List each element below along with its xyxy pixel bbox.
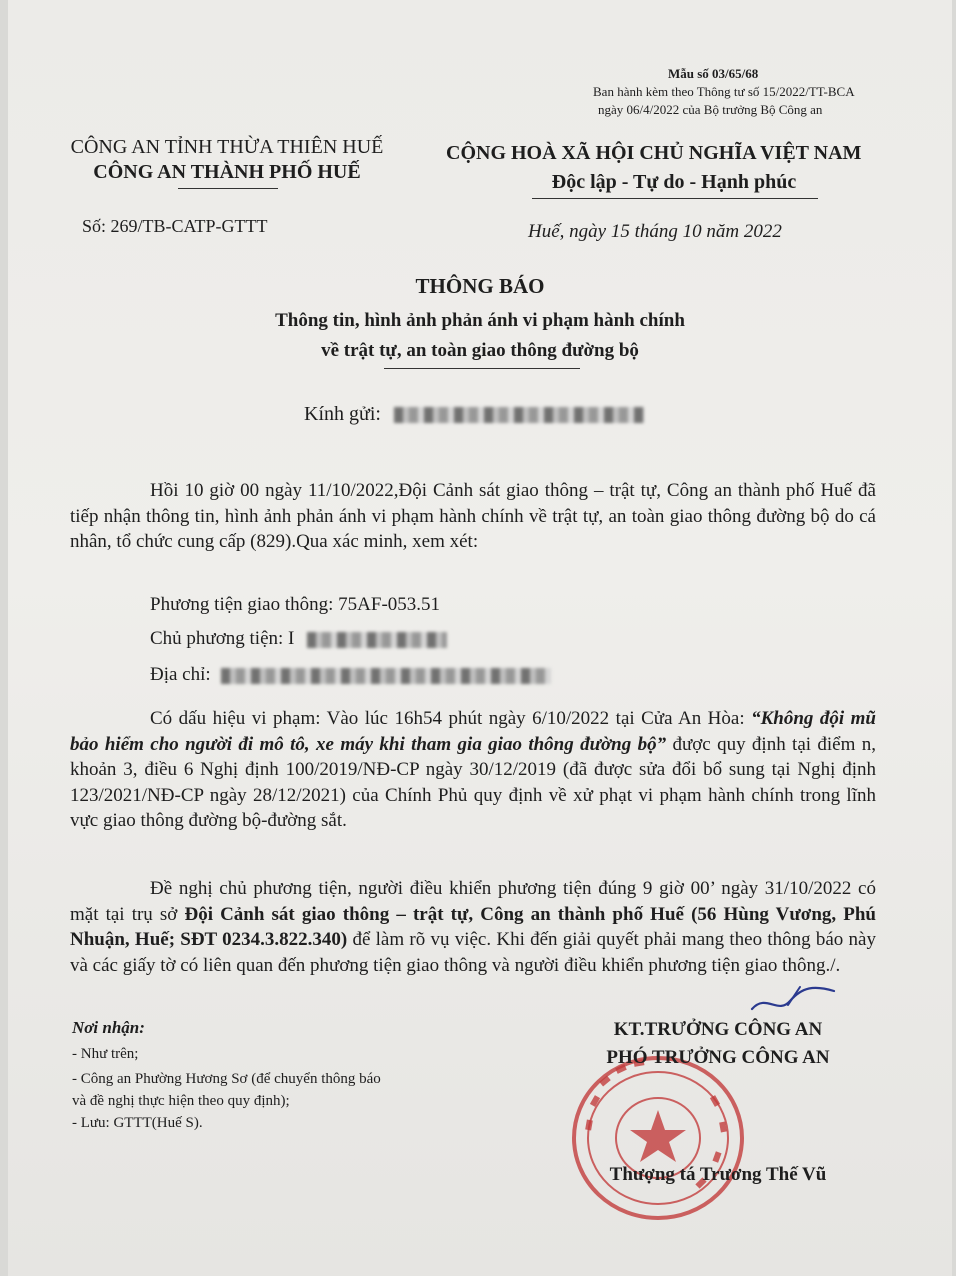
nation-title: CỘNG HOÀ XÃ HỘI CHỦ NGHĨA VIỆT NAM <box>446 142 862 164</box>
place-date: Huế, ngày 15 tháng 10 năm 2022 <box>528 221 782 242</box>
p2-lead: Có dấu hiệu vi phạm: Vào lúc 16h54 phút ngày 6/10/2022 tại Cửa An Hòa: <box>150 708 752 729</box>
p3-office: Đội Cảnh sát giao thông – trật tự, Công an thành phố Huế (56 Hùng Vương, Phú Nhuận, Huế; SĐT 0234.3.822.340) <box>70 903 876 950</box>
p2-violation: “Không đội mũ bảo hiểm cho người đi mô tô, xe máy khi tham gia giao thông đường bộ” <box>70 708 876 755</box>
address-line <box>150 664 551 686</box>
signature-title-2: PHÓ TRƯỞNG CÔNG AN <box>606 1047 830 1068</box>
form-number: Mẫu số 03/65/68 <box>668 66 759 81</box>
recipient-line <box>304 403 644 426</box>
redacted-address <box>221 668 551 684</box>
paragraph-1: Hồi 10 giờ 00 ngày 11/10/2022,Đội Cảnh sát giao thông – trật tự, Công an thành phố Huế đã tiếp nhận thông tin, hình ảnh phản ánh vi phạm hành chính về trật tự, an toàn giao thông đường bộ do cá nhân, tổ chức cung cấp (829).Qua xác minh, xem xét: <box>70 480 876 552</box>
recipients-title: Nơi nhận: <box>72 1018 145 1037</box>
form-issued-date: ngày 06/4/2022 của Bộ trưởng Bộ Công an <box>598 102 823 117</box>
recipient-item: - Như trên; <box>72 1046 139 1062</box>
agency-name: CÔNG AN THÀNH PHỐ HUẾ <box>93 161 361 183</box>
signer-name: Thượng tá Trương Thế Vũ <box>609 1164 827 1185</box>
owner-label: Chủ phương tiện: I <box>150 628 295 649</box>
vehicle-line: Phương tiện giao thông: 75AF-053.51 <box>150 594 441 615</box>
paragraph-3 <box>70 876 876 978</box>
document-subtitle-1: Thông tin, hình ảnh phản ánh vi phạm hành chính <box>275 310 685 331</box>
owner-line <box>150 628 447 650</box>
document-page <box>8 0 952 1276</box>
p3-lead: Đề nghị chủ phương tiện, người điều khiển phương tiện đúng 9 giờ 00’ ngày 31/10/2022 có mặt tại trụ sở <box>70 878 876 925</box>
document-title: THÔNG BÁO <box>415 274 545 298</box>
redacted-recipient <box>394 407 644 423</box>
recipient-item: - Công an Phường Hương Sơ (để chuyển thông báo <box>72 1071 381 1087</box>
signature-mark <box>748 975 838 1025</box>
recipient-label: Kính gửi: <box>304 403 381 425</box>
p2-rest: được quy định tại điểm n, khoản 3, điều 6 Nghị định 100/2019/NĐ-CP ngày 30/12/2019 (đã được sửa đổi bổ sung tại Nghị định 123/2021/NĐ-CP ngày 28/12/2021) của Chính Phủ quy định về xử phạt vi phạm hành chính trong lĩnh vực giao thông đường bộ-đường sắt. <box>70 733 876 831</box>
motto-underline <box>532 198 818 199</box>
agency-parent: CÔNG AN TỈNH THỪA THIÊN HUẾ <box>70 136 384 158</box>
subtitle-underline <box>384 368 580 369</box>
document-number: Số: 269/TB-CATP-GTTT <box>82 216 268 236</box>
p3-rest: để làm rõ vụ việc. Khi đến giải quyết phải mang theo thông báo này và các giấy tờ có liên quan đến phương tiện giao thông và người điều khiển phương tiện giao thông./. <box>70 929 876 976</box>
paragraph-2 <box>70 706 876 834</box>
signature-title-1: KT.TRƯỞNG CÔNG AN <box>613 1019 823 1040</box>
nation-motto: Độc lập - Tự do - Hạnh phúc <box>551 171 797 193</box>
form-issued-with: Ban hành kèm theo Thông tư số 15/2022/TT-BCA <box>593 84 855 99</box>
agency-underline <box>178 188 278 189</box>
recipient-item: và đề nghị thực hiện theo quy định); <box>72 1093 290 1109</box>
document-subtitle-2: về trật tự, an toàn giao thông đường bộ <box>321 340 639 361</box>
redacted-owner <box>307 632 447 648</box>
recipient-item: - Lưu: GTTT(Huế S). <box>72 1115 203 1131</box>
address-label: Địa chỉ: <box>150 664 216 685</box>
